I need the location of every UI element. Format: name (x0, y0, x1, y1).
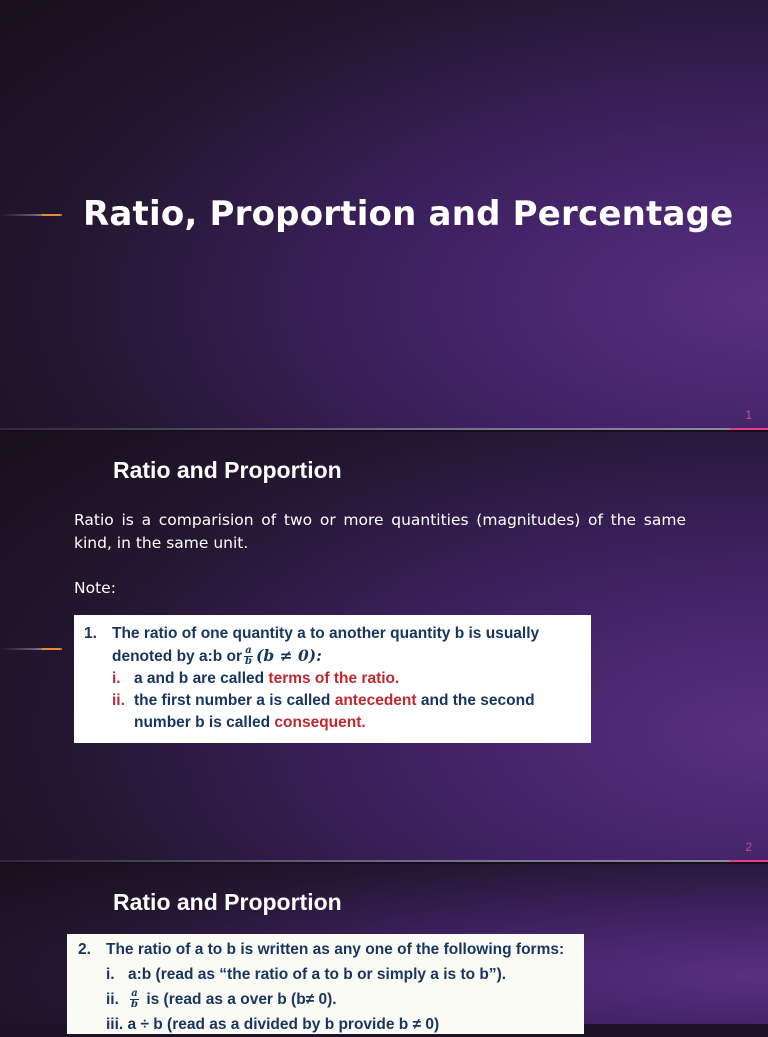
note-item-1: 1. The ratio of one quantity a to another quantity b is usually (84, 625, 540, 642)
slide-number: 1 (745, 408, 752, 422)
forms-box (67, 934, 584, 1034)
slide-number: 2 (745, 840, 752, 854)
slide-1[interactable] (0, 0, 768, 430)
note-decor-accent (42, 648, 60, 650)
fraction-a-over-b: $\frac{a}{b}$ (131, 988, 138, 1011)
note-label: Note: (74, 579, 116, 597)
ratio-definition: Ratio is a comparision of two or more quantities (magnitudes) of the same kind, in the same unit. (74, 511, 686, 552)
note-box (74, 615, 591, 743)
note-sub-ii-line2: number b is called consequent. (134, 714, 366, 731)
note-sub-i: i. a and b are called terms of the ratio. (112, 670, 400, 687)
note-item-1-line2: denoted by a:b or $\frac{a}{b}$ (b ≠ 0): (112, 645, 322, 668)
forms-sub-ii: ii. $\frac{a}{b}$ is (read as a over b (b≠ 0). (106, 988, 337, 1011)
slide-heading: Ratio and Proportion (113, 889, 342, 915)
slide-3[interactable] (0, 864, 768, 1033)
presentation-title: Ratio, Proportion and Percentage (83, 194, 734, 234)
slide-2[interactable] (0, 432, 768, 862)
title-decor-accent (42, 214, 60, 216)
forms-sub-iii: iii. a ÷ b (read as a divided by b provide b ≠ 0) (106, 1016, 440, 1033)
slide-heading: Ratio and Proportion (113, 457, 342, 483)
forms-item-2: 2. The ratio of a to b is written as any one of the following forms: (78, 941, 565, 958)
fraction-a-over-b: $\frac{a}{b}$ (245, 645, 253, 668)
note-sub-ii: ii. the first number a is called antecedent and the second (112, 692, 535, 709)
forms-sub-i: i. a:b (read as “the ratio of a to b or simply a is to b”). (106, 966, 507, 983)
